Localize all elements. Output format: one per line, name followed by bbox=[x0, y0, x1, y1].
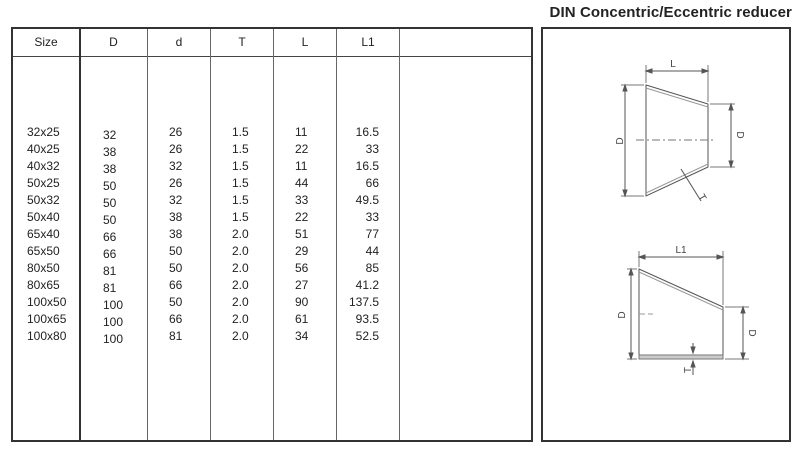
table-cell: 50 bbox=[103, 196, 117, 210]
table-cell: 22 bbox=[295, 142, 309, 156]
column-divider bbox=[399, 29, 400, 440]
table-cell: 61 bbox=[295, 312, 309, 326]
table-cell: 2.0 bbox=[232, 329, 249, 343]
table-cell: 100x50 bbox=[27, 295, 67, 309]
table-cell: 100x65 bbox=[27, 312, 67, 326]
table-cell: 34 bbox=[295, 329, 309, 343]
label-d-small: D bbox=[734, 131, 745, 139]
diagram-panel bbox=[541, 27, 791, 442]
label-t-eccentric: T bbox=[683, 366, 694, 374]
table-cell: 66 bbox=[103, 247, 117, 261]
table-cell: 11 bbox=[295, 159, 308, 173]
table-cell: 65x50 bbox=[27, 244, 60, 258]
table-cell: 2.0 bbox=[232, 278, 249, 292]
table-cell: 51 bbox=[295, 227, 309, 241]
table-cell: 56 bbox=[295, 261, 309, 275]
table-cell: 50 bbox=[169, 295, 183, 309]
table-cell: 66 bbox=[365, 176, 379, 190]
table-cell: 50 bbox=[103, 213, 117, 227]
label-t: T bbox=[695, 192, 708, 204]
table-cell: 27 bbox=[295, 278, 309, 292]
table-cell: 1.5 bbox=[232, 210, 249, 224]
table-cell: 26 bbox=[169, 142, 183, 156]
table-cell: 81 bbox=[103, 264, 117, 278]
header-t: T bbox=[238, 35, 246, 49]
dimension-table bbox=[11, 27, 533, 442]
table-cell: 2.0 bbox=[232, 295, 249, 309]
table-cell: 38 bbox=[103, 162, 117, 176]
table-cell: 50 bbox=[169, 261, 183, 275]
table-cell: 52.5 bbox=[355, 329, 379, 343]
table-cell: 81 bbox=[169, 329, 183, 343]
table-cell: 26 bbox=[169, 176, 183, 190]
table-cell: 100 bbox=[103, 315, 124, 329]
table-cell: 38 bbox=[103, 145, 117, 159]
table-cell: 81 bbox=[103, 281, 117, 295]
table-cell: 77 bbox=[365, 227, 379, 241]
table-cell: 50x25 bbox=[27, 176, 60, 190]
table-cell: 16.5 bbox=[355, 125, 379, 139]
table-cell: 32 bbox=[169, 159, 183, 173]
table-cell: 80x65 bbox=[27, 278, 60, 292]
table-cell: 32 bbox=[103, 128, 117, 142]
table-cell: 50 bbox=[169, 244, 183, 258]
table-cell: 100x80 bbox=[27, 329, 67, 343]
table-cell: 1.5 bbox=[232, 142, 249, 156]
concentric-reducer-drawing bbox=[621, 65, 735, 204]
table-cell: 80x50 bbox=[27, 261, 60, 275]
table-cell: 26 bbox=[169, 125, 183, 139]
table-cell: 50x32 bbox=[27, 193, 60, 207]
label-d-small-eccentric: D bbox=[746, 329, 757, 337]
header-d-inner: d bbox=[175, 35, 183, 49]
table-cell: 16.5 bbox=[355, 159, 379, 173]
table-cell: 50x40 bbox=[27, 210, 60, 224]
table-cell: 33 bbox=[295, 193, 309, 207]
table-cell: 50 bbox=[103, 179, 117, 193]
table-cell: 33 bbox=[365, 210, 379, 224]
table-cell: 32 bbox=[169, 193, 183, 207]
label-l1: L1 bbox=[675, 245, 687, 256]
header-d-outer: D bbox=[109, 35, 118, 49]
table-cell: 85 bbox=[365, 261, 379, 275]
table-cell: 65x40 bbox=[27, 227, 60, 241]
table-cell: 49.5 bbox=[355, 193, 379, 207]
table-cell: 1.5 bbox=[232, 193, 249, 207]
table-cell: 2.0 bbox=[232, 227, 249, 241]
reducer-drawings bbox=[543, 29, 789, 440]
table-cell: 11 bbox=[295, 125, 308, 139]
label-l: L bbox=[670, 59, 676, 70]
table-cell: 100 bbox=[103, 332, 124, 346]
table-cell: 1.5 bbox=[232, 176, 249, 190]
table-cell: 40x32 bbox=[27, 159, 60, 173]
table-cell: 22 bbox=[295, 210, 309, 224]
table-cell: 1.5 bbox=[232, 159, 249, 173]
table-cell: 41.2 bbox=[355, 278, 379, 292]
column-divider bbox=[147, 29, 148, 440]
table-cell: 40x25 bbox=[27, 142, 60, 156]
page-title: DIN Concentric/Eccentric reducer bbox=[549, 4, 792, 21]
table-cell: 2.0 bbox=[232, 312, 249, 326]
column-divider bbox=[273, 29, 274, 440]
header-size: Size bbox=[34, 35, 58, 49]
header-l1: L1 bbox=[361, 35, 375, 49]
table-cell: 44 bbox=[365, 244, 379, 258]
table-cell: 38 bbox=[169, 227, 183, 241]
table-cell: 100 bbox=[103, 298, 124, 312]
table-cell: 38 bbox=[169, 210, 183, 224]
label-d-large: D bbox=[615, 137, 626, 145]
table-cell: 29 bbox=[295, 244, 309, 258]
table-cell: 2.0 bbox=[232, 261, 249, 275]
label-d-large-eccentric: D bbox=[617, 311, 628, 319]
table-cell: 44 bbox=[295, 176, 309, 190]
table-cell: 33 bbox=[365, 142, 379, 156]
eccentric-reducer-drawing bbox=[627, 251, 749, 375]
header-l: L bbox=[301, 35, 309, 49]
column-divider bbox=[336, 29, 337, 440]
table-cell: 32x25 bbox=[27, 125, 60, 139]
table-cell: 90 bbox=[295, 295, 309, 309]
table-cell: 1.5 bbox=[232, 125, 249, 139]
table-cell: 66 bbox=[169, 312, 183, 326]
table-cell: 66 bbox=[103, 230, 117, 244]
table-cell: 93.5 bbox=[355, 312, 379, 326]
column-divider bbox=[79, 29, 81, 440]
table-cell: 2.0 bbox=[232, 244, 249, 258]
column-divider bbox=[210, 29, 211, 440]
table-cell: 66 bbox=[169, 278, 183, 292]
table-cell: 137.5 bbox=[348, 295, 379, 309]
